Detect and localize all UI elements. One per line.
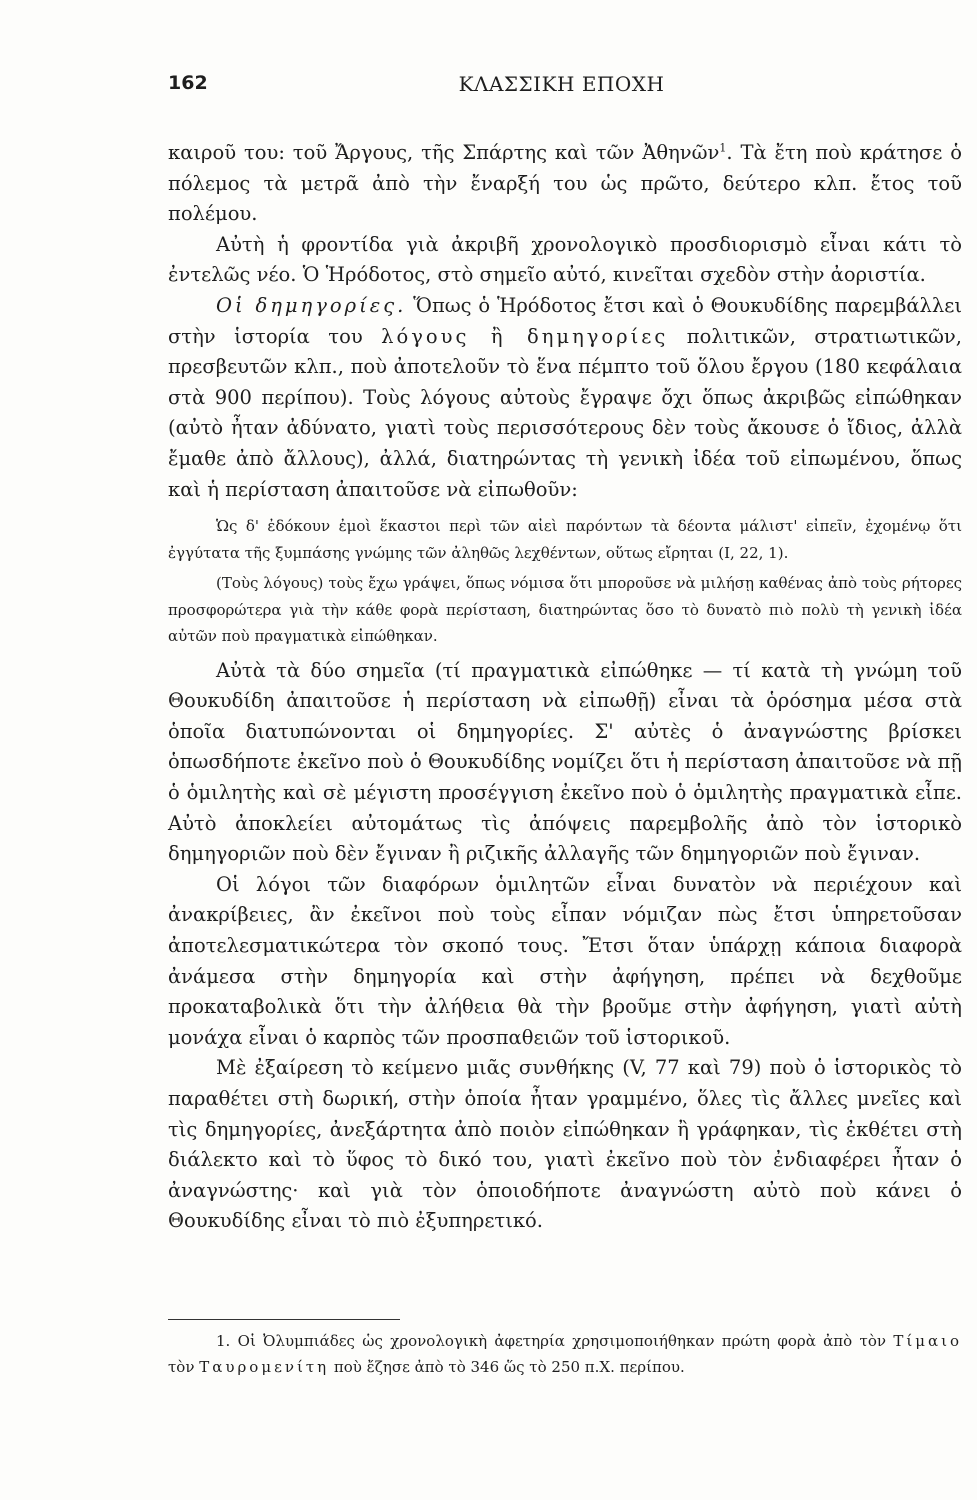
running-title: ΚΛΑΣΣΙΚΗ ΕΠΟΧΗ	[458, 72, 665, 96]
footnote-1-name-timaios: Τίμαιο	[893, 1332, 962, 1350]
footnotes	[168, 1328, 962, 1380]
paragraph-3	[168, 291, 962, 505]
section-heading: Οἱ δημηγορίες.	[216, 293, 407, 317]
footnote-ref-1: 1	[719, 141, 727, 155]
paragraph-4: Αὐτὰ τὰ δύο σημεῖα (τί πραγματικὰ εἰπώθηκε — τί κατὰ τὴ γνώμη τοῦ Θουκυδίδη ἀπαιτοῦσε ἡ περίσταση νὰ εἰπωθῇ) εἶναι τὰ ὁρόσημα μέσα στὰ ὁποῖα διατυπώνονται οἱ δημηγορίες. Σ' αὐτὲς ὁ ἀναγνώστης βρίσκει ὁπωσδήποτε ἐκεῖνο ποὺ ὁ Θουκυδίδης νομίζει ὅτι ἡ περίσταση ἀπαιτοῦσε νὰ πῇ ὁ ὁμιλητὴς καὶ σὲ μέγιστη προσέγγιση ἐκεῖνο ποὺ ὁ ὁμιλητὴς πραγματικὰ εἶπε. Αὐτὸ ἀποκλείει αὐτομάτως τὶς ἀπόψεις παρεμβολῆς ἀπὸ τὸν ἱστορικὸ δημηγοριῶν ποὺ δὲν ἔγιναν ἢ ριζικῆς ἀλλαγῆς τῶν δημηγοριῶν ποὺ ἔγιναν.	[168, 658, 962, 866]
paragraph-2: Αὐτὴ ἡ φροντίδα γιὰ ἀκριβῆ χρονολογικὸ προσδιορισμὸ εἶναι κάτι τὸ ἐντελῶς νέο. Ὁ Ἡρόδοτος, στὸ σημεῖο αὐτό, κινεῖται σχεδὸν στὴν ἀοριστία.	[168, 232, 962, 287]
paragraph-5: Οἱ λόγοι τῶν διαφόρων ὁμιλητῶν εἶναι δυνατὸν νὰ περιέχουν καὶ ἀνακρίβειες, ἂν ἐκεῖνοι ποὺ τοὺς εἶπαν νόμιζαν πὼς ἔτσι ὑπηρετοῦσαν ἀποτελεσματικώτερα τὸν σκοπό τους. Ἔτσι ὅταν ὑπάρχῃ κάποια διαφορὰ ἀνάμεσα στὴν δημηγορία καὶ στὴν ἀφήγηση, πρέπει νὰ δεχθοῦμε προκαταβολικὰ ὅτι τὴν ἀλήθεια θὰ τὴν βροῦμε στὴν ἀφήγηση, γιατὶ αὐτὴ μονάχα εἶναι ὁ καρπὸς τῶν προσπαθειῶν τοῦ ἱστορικοῦ.	[168, 872, 962, 1049]
page-number: 162	[168, 72, 208, 94]
footnote-1-name-tauromenites: Ταυρομενίτη	[199, 1358, 330, 1376]
footnote-1-part2: τὸν	[168, 1358, 200, 1376]
footnote-1-part1: 1. Οἱ Ὀλυμπιάδες ὡς χρονολογικὴ ἀφετηρία χρησιμοποιήθηκαν πρώτη φορὰ ἀπὸ τὸν	[216, 1332, 894, 1350]
body-text	[168, 138, 962, 1237]
page-header	[168, 72, 915, 102]
paragraph-3-part2: πολιτικῶν, στρατιωτικῶν, πρεσβευτῶν κλπ., ποὺ ἀποτελοῦν τὸ ἕνα πέμπτο τοῦ ὅλου ἔργου (180 κεφάλαια στὰ 900 περίπου). Τοὺς λόγους αὐτοὺς ἔγραψε ὄχι ὅπως ἀκριβῶς εἰπώθηκαν (αὐτὸ ἦταν ἀδύνατο, γιατὶ τοὺς περισσότερους δὲν τοὺς ἄκουσε ὁ ἴδιος, ἀλλὰ ἔμαθε ἀπὸ ἄλλους), ἀλλά, διατηρώντας τὴ γενικὴ ἰδέα τοῦ εἰπωμένου, ὅπως καὶ ἡ περίσταση ἀπαιτοῦσε νὰ εἰπωθοῦν:	[168, 324, 962, 501]
paragraph-3-part1: Ὅπως ὁ Ἡρόδοτος ἔτσι καὶ ὁ Θουκυδίδης παρεμβάλλει στὴν ἱστορία του	[168, 293, 962, 348]
paragraph-1-tail: . Τὰ ἔτη ποὺ κράτησε ὁ πόλεμος τὰ μετρᾶ ἀπὸ τὴν ἔναρξή του ὡς πρῶτο, δεύτερο κλπ. ἔτος τοῦ πολέμου.	[168, 141, 963, 226]
paragraph-3-spaced: λόγους ἢ δημηγορίες	[381, 324, 669, 348]
footnote-1-part3: ποὺ ἔζησε ἀπὸ τὸ 346 ὥς τὸ 250 π.Χ. περίπου.	[329, 1358, 685, 1376]
paragraph-6: Μὲ ἐξαίρεση τὸ κείμενο μιᾶς συνθήκης (V, 77 καὶ 79) ποὺ ὁ ἱστορικὸς τὸ παραθέτει στὴ δωρική, στὴν ὁποία ἦταν γραμμένο, ὅλες τὶς ἄλλες μνεῖες καὶ τὶς δημηγορίες, ἀνεξάρτητα ἀπὸ ποιὸν εἰπώθηκαν ἢ γράφηκαν, τὶς ἐκθέτει στὴ διάλεκτο καὶ τὸ ὕφος τὸ δικό του, γιατὶ ἐκεῖνο ποὺ τὸν ἐνδιαφέρει ἦταν ὁ ἀναγνώστης· καὶ γιὰ τὸν ὁποιοδήποτε ἀναγνώστη αὐτὸ ποὺ κάνει ὁ Θουκυδίδης εἶναι τὸ πιὸ ἐξυπηρετικό.	[168, 1056, 962, 1233]
footnote-1	[168, 1328, 962, 1380]
greek-quotation: Ὡς δ' ἐδόκουν ἐμοὶ ἕκαστοι περὶ τῶν αἰεὶ παρόντων τὰ δέοντα μάλιστ' εἰπεῖν, ἐχομένῳ ὅτι ἐγγύτατα τῆς ξυμπάσης γνώμης τῶν ἀληθῶς λεχθέντων, οὕτως εἴρηται (Ι, 22, 1).	[168, 517, 962, 562]
paragraph-1-text: καιροῦ του: τοῦ Ἄργους, τῆς Σπάρτης καὶ τῶν Ἀθηνῶν	[168, 141, 720, 164]
footnote-divider	[168, 1319, 400, 1320]
quotation-translation: (Τοὺς λόγους) τοὺς ἔχω γράψει, ὅπως νόμισα ὅτι μποροῦσε νὰ μιλήσῃ καθένας ἀπὸ τοὺς ρήτορες προσφορώτερα γιὰ τὴν κάθε φορὰ περίσταση, διατηρώντας ὅσο τὸ δυνατὸ πιὸ πολὺ τὴ γενικὴ ἰδέα αὐτῶν ποὺ πραγματικὰ εἰπώθηκαν.	[168, 574, 962, 646]
paragraph-1	[168, 138, 962, 230]
